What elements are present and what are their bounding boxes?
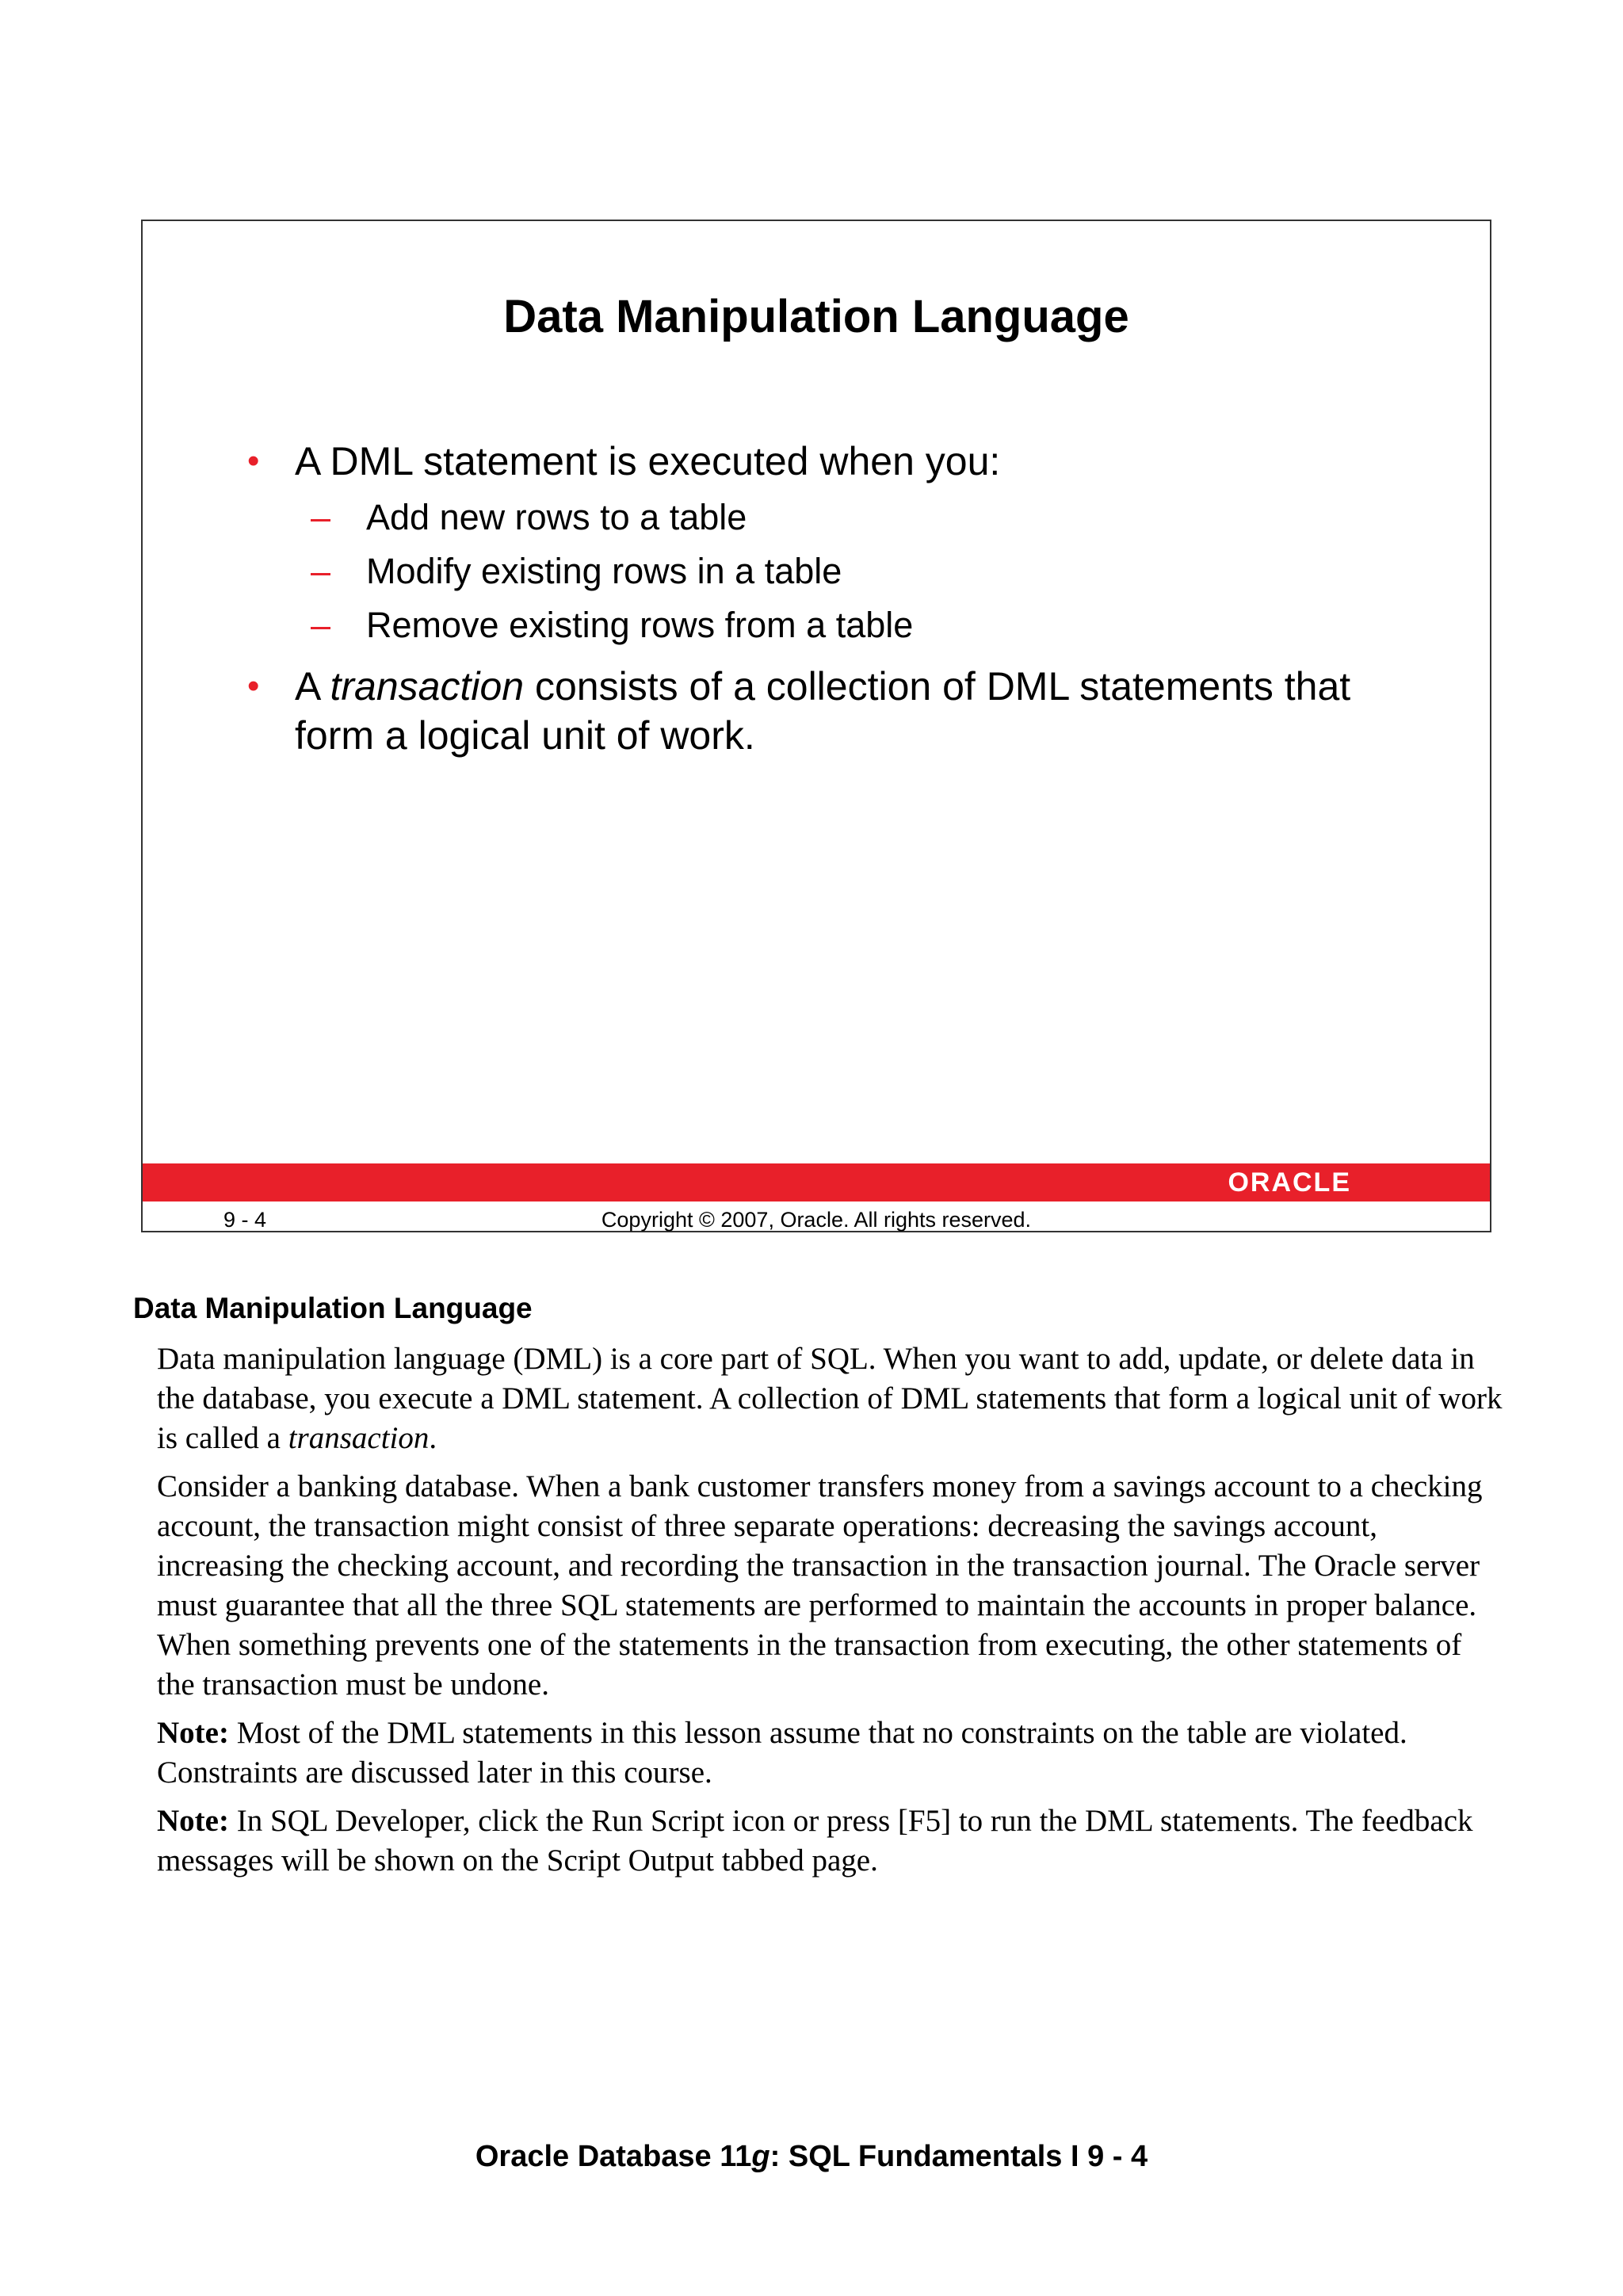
- footer-italic: g: [751, 2140, 770, 2173]
- slide-footer-bar: [143, 1163, 1490, 1201]
- bullet-text-prefix: A: [295, 664, 330, 709]
- bullet-text-italic: transaction: [330, 664, 525, 709]
- notes-body: [157, 1339, 1504, 1889]
- notes-note: [157, 1713, 1504, 1793]
- sub-list: [247, 491, 1420, 652]
- notes-text-end: .: [429, 1421, 437, 1455]
- sub-item: [247, 544, 1420, 598]
- slide-title: Data Manipulation Language: [503, 291, 1129, 342]
- notes-italic-term: transaction: [288, 1421, 430, 1455]
- notes-note: [157, 1801, 1504, 1881]
- copyright-notice: Copyright © 2007, Oracle. All rights reserved.: [601, 1208, 1032, 1232]
- sub-item: [247, 598, 1420, 652]
- notes-text: Data manipulation language (DML) is a core part of SQL. When you want to add, update, or delete data in the database, you execute a DML statement. A collection of DML statements that form a logical unit of work is called a: [157, 1342, 1503, 1455]
- footer-prefix: Oracle Database 11: [475, 2140, 752, 2173]
- sub-item-text: Remove existing rows from a table: [366, 605, 914, 645]
- notes-heading: Data Manipulation Language: [133, 1292, 533, 1324]
- note-text: Most of the DML statements in this lesson assume that no constraints on the table are violated. Constraints are discussed later in this course.: [157, 1716, 1407, 1790]
- bullet-text: A DML statement is executed when you:: [295, 439, 1001, 483]
- page-footer: [0, 2140, 1623, 2174]
- notes-paragraph: Consider a banking database. When a bank customer transfers money from a savings account to a checking account, the transaction might consist of three separate operations: decreasing the savings account, increasing the checking account, and recording the transaction in the transaction journal. The Oracle server must guarantee that all the three SQL statements are performed to maintain the accounts in proper balance. When something prevents one of the statements in the transaction from executing, the other statements of the transaction must be undone.: [157, 1469, 1483, 1702]
- note-label: Note:: [157, 1716, 229, 1750]
- bullet-dot-icon: •: [247, 667, 260, 705]
- footer-suffix: : SQL Fundamentals I 9 - 4: [769, 2140, 1148, 2173]
- sub-item: [247, 491, 1420, 544]
- sub-item-text: Add new rows to a table: [366, 497, 747, 537]
- oracle-logo: ORACLE: [1228, 1167, 1351, 1198]
- bullet-dot-icon: •: [247, 441, 260, 480]
- dash-icon: –: [311, 605, 331, 645]
- dash-icon: –: [311, 551, 331, 591]
- slide-number: 9 - 4: [223, 1208, 267, 1232]
- slide-footer: [143, 1208, 1490, 1232]
- note-text: In SQL Developer, click the Run Script icon or press [F5] to run the DML statements. The feedback messages will be shown on the Script Output tabbed page.: [157, 1804, 1473, 1878]
- dash-icon: –: [311, 497, 331, 537]
- bullet-text-suffix: consists of a collection of DML statements that form a logical unit of work.: [295, 664, 1351, 758]
- slide-bullets: [247, 437, 1420, 765]
- bullet-item: [247, 437, 1420, 486]
- slide: [141, 220, 1491, 1232]
- notes-paragraph: [157, 1339, 1504, 1458]
- bullet-item: [247, 662, 1420, 760]
- note-label: Note:: [157, 1804, 229, 1838]
- sub-item-text: Modify existing rows in a table: [366, 551, 842, 591]
